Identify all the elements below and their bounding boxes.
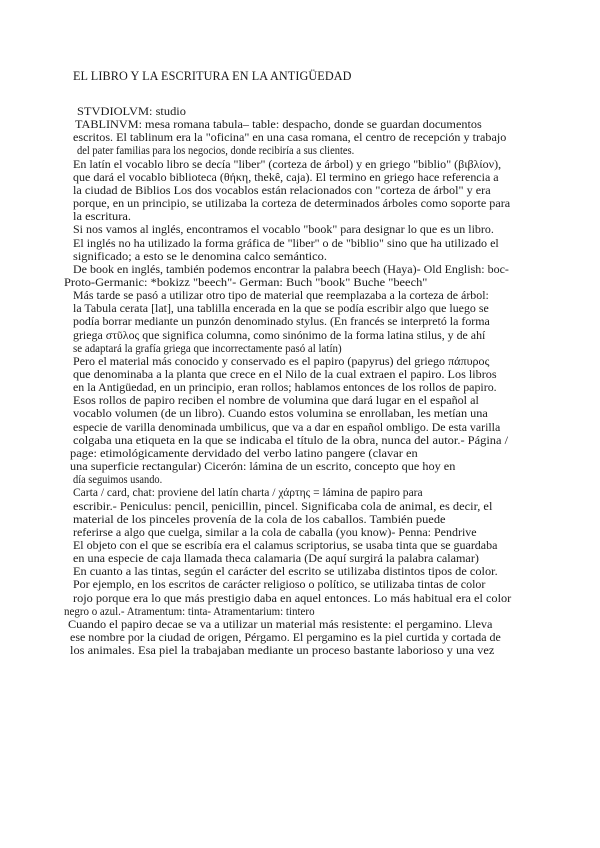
text-line: se adaptará la grafía griega que incorrectamente pasó al latín): [73, 343, 342, 355]
text-line: los animales. Esa piel la trabajaban mediante un proceso bastante laborioso y una vez: [70, 645, 495, 657]
text-line: rojo porque era lo que más prestigio daba en aquel entonces. Lo más habitual era el color: [73, 593, 512, 605]
text-line: día seguimos usando.: [73, 474, 163, 486]
text-line: la ciudad de Biblios Los dos vocablos están relacionados con "corteza de árbol" y era: [73, 185, 491, 197]
text-line: El objeto con el que se escribía era el calamus scriptorius, se usaba tinta que se guardaba: [73, 540, 498, 552]
text-line: De book en inglés, también podemos encontrar la palabra beech (Haya)- Old English: boc-: [73, 264, 509, 276]
text-line: que denominaba a la planta que crece en el Nilo de la cual extraen el papiro. Los libros: [73, 369, 497, 381]
text-line: especie de varilla denominada umbilicus, que va a dar en español ombligo. De esta varilla: [73, 422, 501, 434]
text-line: vocablo volumen (de un libro). Cuando estos volumina se enrollaban, les metían una: [73, 408, 488, 420]
text-line: Proto-Germanic: *bokizz "beech"- German: Buch "book" Buche "beech": [64, 277, 428, 289]
text-line: del pater familias para los negocios, donde recibiría a sus clientes.: [77, 145, 355, 157]
text-line: escribir.- Peniculus: pencil, penicillin, pincel. Significaba cola de animal, es decir, el: [73, 501, 493, 513]
text-line: escritos. El tablinum era la "oficina" en una casa romana, el centro de recepción y trabajo: [73, 132, 507, 144]
text-line: griega στῦλος que significa columna, como sinónimo de la forma latina stilus, y de ahí: [73, 330, 486, 342]
text-line: referirse a algo que cuelga, similar a la cola de caballa (you know)- Penna: Pendrive: [73, 527, 477, 539]
text-line: El inglés no ha utilizado la forma gráfica de "liber" o de "biblio" sino que ha utilizado el: [73, 238, 499, 250]
text-line: Carta / card, chat: proviene del latín charta / χάρτης = lámina de papiro para: [73, 487, 423, 499]
text-line: Más tarde se pasó a utilizar otro tipo de material que reemplazaba a la corteza de árbol:: [73, 290, 489, 302]
text-line: una superficie rectangular) Cicerón: lámina de un escrito, concepto que hoy en: [70, 461, 456, 473]
text-line: en una especie de caja llamada theca calamaria (De aquí surgirá la palabra calamar): [73, 553, 479, 565]
text-line: que dará el vocablo biblioteca (θήκη, thekê, caja). El termino en griego hace referencia a: [73, 172, 499, 184]
text-line: TABLINVM: mesa romana tabula– table: despacho, donde se guardan documentos: [75, 119, 482, 131]
text-line: page: etimológicamente dervidado del verbo latino pangere (clavar en: [70, 448, 418, 460]
text-line: colgaba una etiqueta en la que se indicaba el título de la obra, nunca del autor.- Página /: [73, 435, 509, 447]
text-line: podía borrar mediante un punzón denominado stylus. (En francés se interpretó la forma: [73, 316, 490, 328]
text-line: en la Antigüedad, en un principio, eran rollos; hablamos entonces de los rollos de papiro.: [73, 382, 497, 394]
text-line: Pero el material más conocido y conservado es el papiro (papyrus) del griego πάπυρος: [73, 356, 490, 368]
text-line: Por ejemplo, en los escritos de carácter religioso o político, se utilizaba tintas de color: [73, 579, 486, 591]
text-line: STVDIOLVM: studio: [77, 106, 186, 118]
text-line: negro o azul.- Atramentum: tinta- Atramentarium: tintero: [64, 606, 315, 618]
text-line: Si nos vamos al inglés, encontramos el vocablo "book" para designar lo que es un libro.: [73, 224, 494, 236]
text-line: En latín el vocablo libro se decía "liber" (corteza de árbol) y en griego "biblio" (βιβλίον),: [73, 159, 502, 171]
text-line: Esos rollos de papiro reciben el nombre de volumina que dará lugar en el español al: [73, 395, 479, 407]
text-line: ese nombre por la ciudad de origen, Pérgamo. El pergamino es la piel curtida y cortada de: [70, 632, 501, 644]
text-line: En cuanto a las tintas, según el carácter del escrito se utilizaba distintos tipos de color.: [73, 566, 498, 578]
text-line: la escritura.: [73, 211, 131, 223]
text-line: Cuando el papiro decae se va a utilizar un material más resistente: el pergamino. Lleva: [68, 619, 493, 631]
text-line: material de los pinceles provenía de la cola de los caballos. También puede: [73, 514, 446, 526]
text-line: significado; a esto se le denomina calco semántico.: [73, 251, 327, 263]
text-line: la Tabula cerata [lat], una tablilla encerada en la que se podía escribir algo que luego se: [73, 303, 489, 315]
text-line: porque, en un principio, se utilizaba la corteza de determinados árboles como soporte para: [73, 198, 511, 210]
page-title: EL LIBRO Y LA ESCRITURA EN LA ANTIGÜEDAD: [73, 69, 352, 83]
